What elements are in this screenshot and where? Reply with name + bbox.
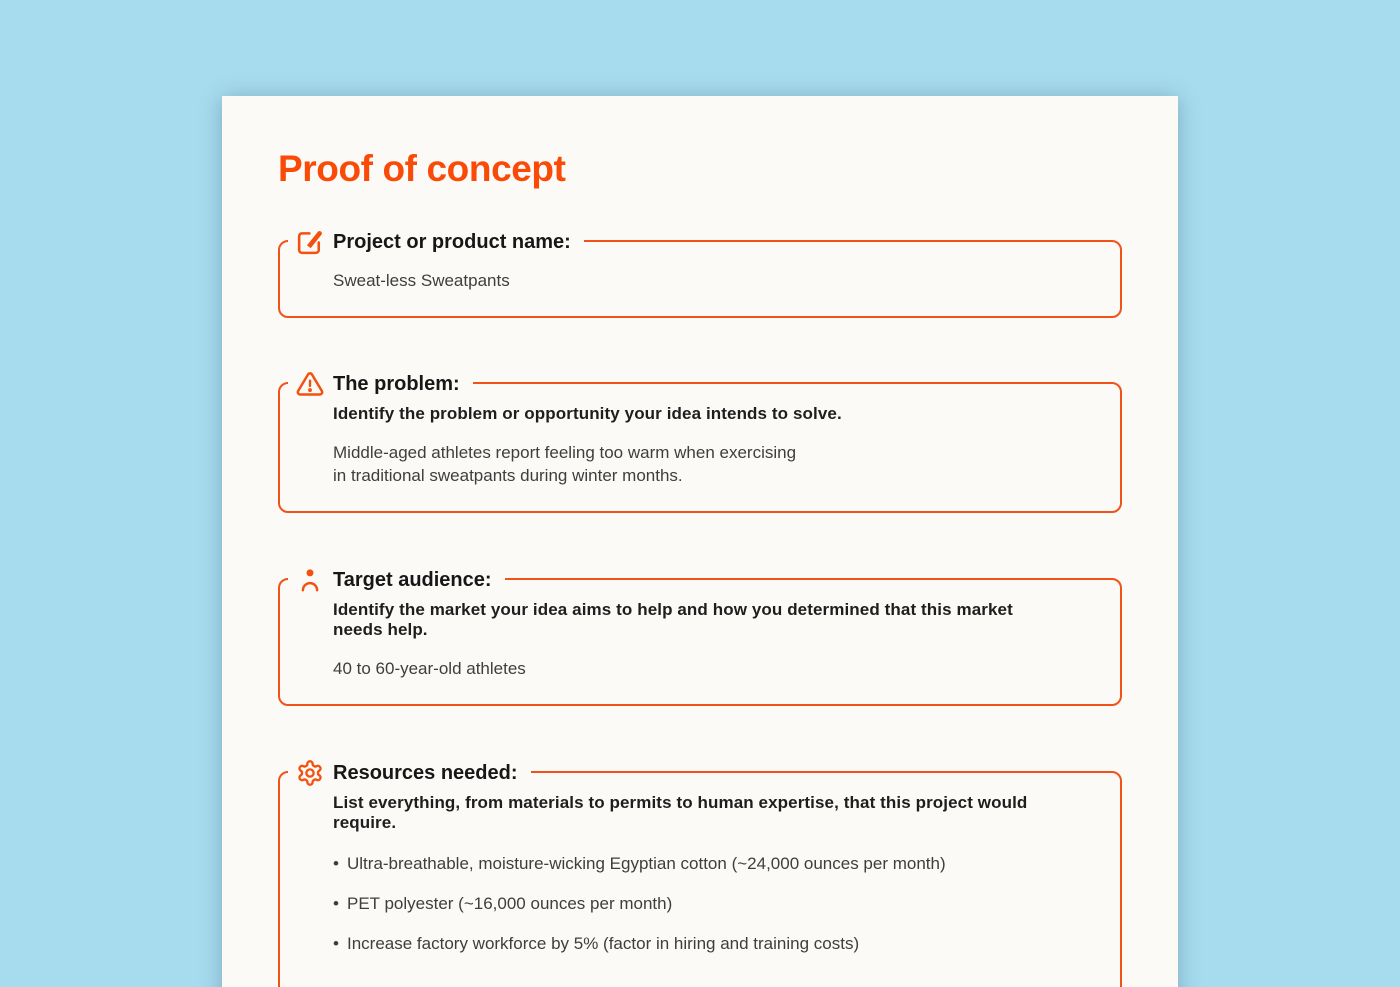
page-title: Proof of concept: [278, 148, 566, 189]
list-item: • Ultra-breathable, moisture-wicking Egyptian cotton (~24,000 ounces per month): [333, 854, 1067, 873]
target-audience-answer[interactable]: 40 to 60-year-old athletes: [333, 659, 526, 678]
section-project-name: [278, 230, 1122, 318]
section-label: Resources needed:: [333, 761, 518, 784]
section-problem: [278, 372, 1122, 513]
section-project-name-legend: [288, 225, 584, 259]
person-icon: [296, 566, 324, 594]
section-instruction: Identify the problem or opportunity your idea intends to solve.: [333, 404, 842, 423]
section-resources: [278, 761, 1122, 987]
edit-icon: [296, 228, 324, 256]
list-item: • Increase factory workforce by 5% (factor in hiring and training costs): [333, 934, 1067, 953]
section-label: Target audience:: [333, 568, 492, 591]
gear-icon: [296, 759, 324, 787]
section-target-audience: [278, 568, 1122, 706]
warning-triangle-icon: [296, 370, 324, 398]
section-problem-legend: [288, 367, 473, 401]
section-resources-legend: [288, 756, 531, 790]
document-page: [222, 96, 1178, 987]
section-target-audience-legend: [288, 563, 505, 597]
section-label: The problem:: [333, 372, 460, 395]
section-instruction: List everything, from materials to permits to human expertise, that this project would require.: [333, 793, 1028, 832]
resources-answer-list[interactable]: [333, 854, 1067, 953]
project-name-value[interactable]: Sweat-less Sweatpants: [333, 271, 510, 290]
section-instruction: Identify the market your idea aims to help and how you determined that this market needs help.: [333, 600, 1013, 639]
section-label: Project or product name:: [333, 230, 571, 253]
problem-answer[interactable]: Middle-aged athletes report feeling too warm when exercising in traditional sweatpants during winter months.: [333, 443, 797, 485]
list-item: • PET polyester (~16,000 ounces per month): [333, 894, 1067, 913]
